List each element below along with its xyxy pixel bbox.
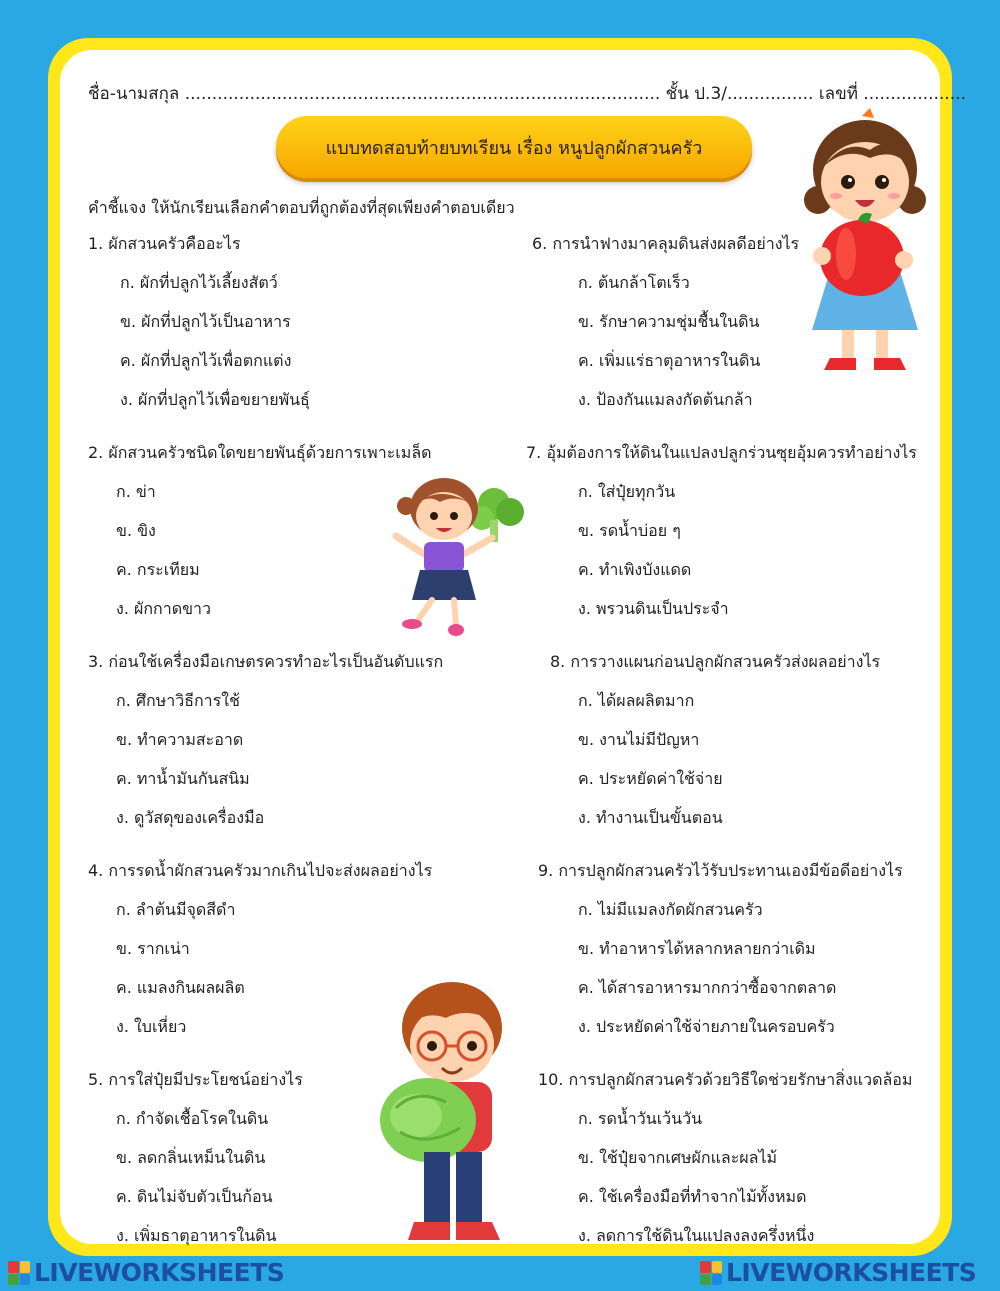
choice-b[interactable]: ข. งานไม่มีปัญหา [578, 730, 700, 749]
choice-d[interactable]: ง. ทำงานเป็นขั้นตอน [578, 808, 723, 827]
liveworksheets-logo-right [700, 1260, 976, 1286]
choice-d[interactable]: ง. ผักกาดขาว [116, 599, 212, 618]
choice-c[interactable]: ค. กระเทียม [116, 560, 200, 579]
choice-c[interactable]: ค. ใช้เครื่องมือที่ทำจากไม้ทั้งหมด [578, 1187, 807, 1206]
worksheet-title [276, 116, 752, 178]
choice-d[interactable]: ง. ดูวัสดุของเครื่องมือ [116, 808, 265, 827]
student-info-line: ชื่อ-นามสกุล ........................................................................................ ชั้น ป.3/................ เลขที่ ................... [88, 84, 966, 104]
question-9 [538, 859, 938, 1039]
question-text: 10. การปลูกผักสวนครัวด้วยวิธีใดช่วยรักษาสิ่งแวดล้อม [538, 1070, 913, 1089]
choice-d[interactable]: ง. ลดการใช้ดินในแปลงลงครึ่งหนึ่ง [578, 1226, 815, 1245]
girl-with-pepper-illustration [800, 108, 930, 378]
question-text: 9. การปลูกผักสวนครัวไว้รับประทานเองมีข้อดีอย่างไร [538, 861, 903, 880]
choice-a[interactable]: ก. ข่า [116, 482, 156, 501]
choice-a[interactable]: ก. รดน้ำวันเว้นวัน [578, 1109, 702, 1128]
choice-b[interactable]: ข. ทำอาหารได้หลากหลายกว่าเดิม [578, 939, 816, 958]
worksheet-title-text: แบบทดสอบท้ายบทเรียน เรื่อง หนูปลูกผักสวนครัว [325, 137, 703, 159]
choice-b[interactable]: ข. รักษาความชุ่มชื้นในดิน [578, 312, 760, 331]
choice-c[interactable]: ค. เพิ่มแร่ธาตุอาหารในดิน [578, 351, 761, 370]
choice-d[interactable]: ง. ประหยัดค่าใช้จ่ายภายในครอบครัว [578, 1017, 835, 1036]
choice-d[interactable]: ง. เพิ่มธาตุอาหารในดิน [116, 1226, 277, 1245]
boy-with-cabbage-illustration [376, 978, 526, 1250]
question-text: 4. การรดน้ำผักสวนครัวมากเกินไปจะส่งผลอย่างไร [88, 861, 433, 880]
choice-c[interactable]: ค. ประหยัดค่าใช้จ่าย [578, 769, 723, 788]
question-7 [526, 441, 926, 621]
choice-d[interactable]: ง. พรวนดินเป็นประจำ [578, 599, 729, 618]
question-10 [538, 1068, 938, 1248]
question-text: 6. การนำฟางมาคลุมดินส่งผลดีอย่างไร [532, 234, 800, 253]
choice-a[interactable]: ก. ศึกษาวิธีการใช้ [116, 691, 240, 710]
question-3 [88, 650, 488, 830]
choice-b[interactable]: ข. ขิง [116, 521, 156, 540]
choice-a[interactable]: ก. ต้นกล้าโตเร็ว [578, 273, 690, 292]
choice-c[interactable]: ค. แมลงกินผลผลิต [116, 978, 245, 997]
question-text: 1. ผักสวนครัวคืออะไร [88, 234, 241, 253]
choice-b[interactable]: ข. ทำความสะอาด [116, 730, 244, 749]
logo-text: LIVEWORKSHEETS [726, 1258, 977, 1287]
choice-c[interactable]: ค. ทาน้ำมันกันสนิม [116, 769, 250, 788]
choice-c[interactable]: ค. ดินไม่จับตัวเป็นก้อน [116, 1187, 273, 1206]
question-8 [550, 650, 950, 830]
question-1 [88, 232, 488, 412]
choice-c[interactable]: ค. ได้สารอาหารมากกว่าซื้อจากตลาด [578, 978, 837, 997]
choice-d[interactable]: ง. ป้องกันแมลงกัดต้นกล้า [578, 390, 753, 409]
liveworksheets-logo-icon [8, 1261, 30, 1285]
choice-a[interactable]: ก. ลำต้นมีจุดสีดำ [116, 900, 236, 919]
liveworksheets-logo-left [8, 1260, 284, 1286]
girl-with-broccoli-illustration [384, 474, 534, 640]
question-text: 2. ผักสวนครัวชนิดใดขยายพันธุ์ด้วยการเพาะเมล็ด [88, 443, 432, 462]
question-text: 8. การวางแผนก่อนปลูกผักสวนครัวส่งผลอย่างไร [550, 652, 881, 671]
choice-d[interactable]: ง. ใบเหี่ยว [116, 1017, 187, 1036]
choice-a[interactable]: ก. ได้ผลผลิตมาก [578, 691, 695, 710]
choice-b[interactable]: ข. รดน้ำบ่อย ๆ [578, 521, 681, 540]
choice-d[interactable]: ง. ผักที่ปลูกไว้เพื่อขยายพันธุ์ [120, 390, 310, 409]
instructions: คำชี้แจง ให้นักเรียนเลือกคำตอบที่ถูกต้องที่สุดเพียงคำตอบเดียว [88, 198, 515, 217]
choice-a[interactable]: ก. กำจัดเชื้อโรคในดิน [116, 1109, 269, 1128]
choice-c[interactable]: ค. ผักที่ปลูกไว้เพื่อตกแต่ง [120, 351, 292, 370]
question-text: 3. ก่อนใช้เครื่องมือเกษตรควรทำอะไรเป็นอันดับแรก [88, 652, 444, 671]
choice-b[interactable]: ข. รากเน่า [116, 939, 190, 958]
choice-b[interactable]: ข. ใช้ปุ๋ยจากเศษผักและผลไม้ [578, 1148, 778, 1167]
logo-text: LIVEWORKSHEETS [34, 1258, 285, 1287]
choice-b[interactable]: ข. ผักที่ปลูกไว้เป็นอาหาร [120, 312, 291, 331]
question-text: 7. อุ้มต้องการให้ดินในแปลงปลูกร่วนซุยอุ้มควรทำอย่างไร [526, 443, 917, 462]
choice-a[interactable]: ก. ไม่มีแมลงกัดผักสวนครัว [578, 900, 763, 919]
choice-a[interactable]: ก. ผักที่ปลูกไว้เลี้ยงสัตว์ [120, 273, 278, 292]
choice-a[interactable]: ก. ใส่ปุ๋ยทุกวัน [578, 482, 676, 501]
question-text: 5. การใส่ปุ๋ยมีประโยชน์อย่างไร [88, 1070, 303, 1089]
choice-c[interactable]: ค. ทำเพิงบังแดด [578, 560, 692, 579]
liveworksheets-logo-icon [700, 1261, 722, 1285]
choice-b[interactable]: ข. ลดกลิ่นเหม็นในดิน [116, 1148, 266, 1167]
